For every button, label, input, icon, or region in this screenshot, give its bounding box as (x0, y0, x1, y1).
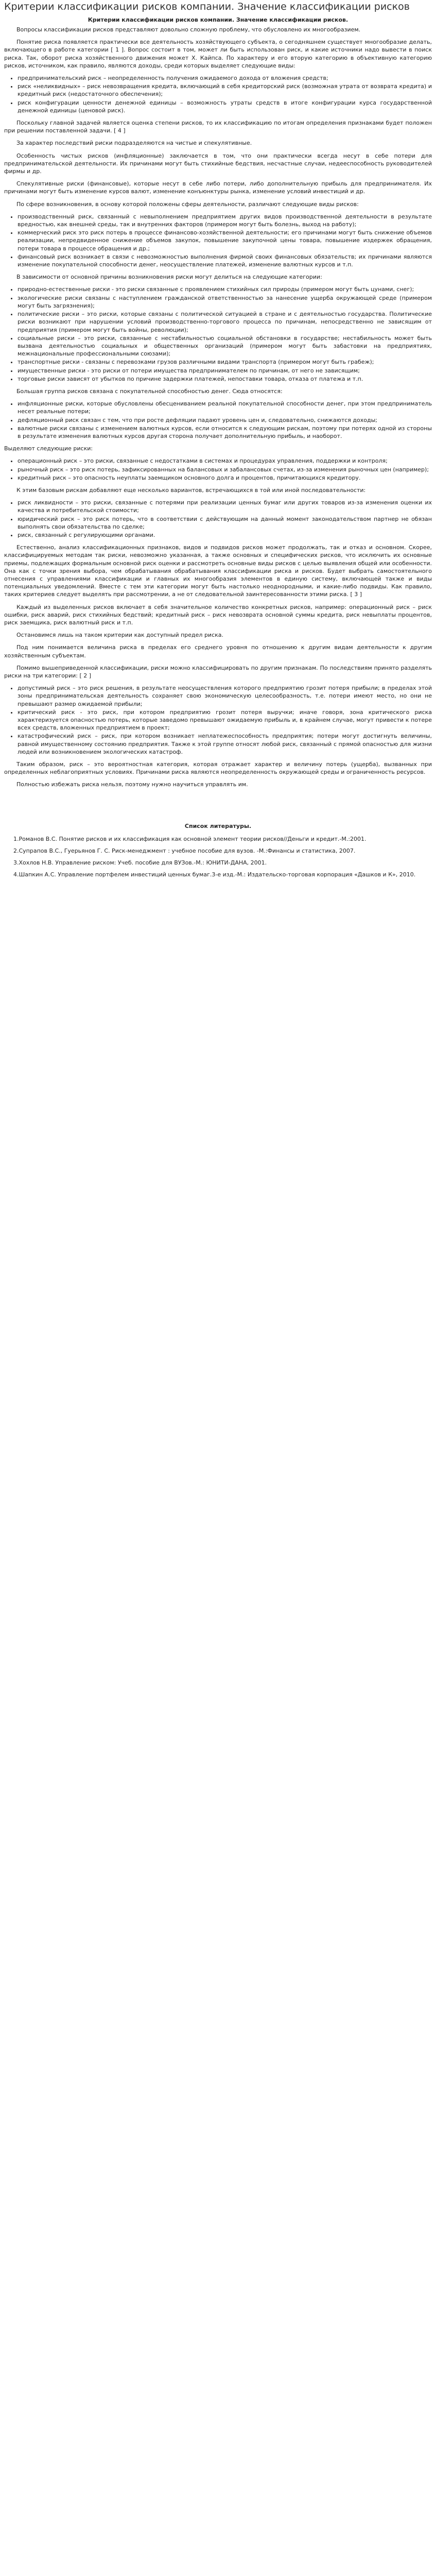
paragraph: В зависимости от основной причины возникновения риски могут делиться на следующие категории: (16, 274, 322, 281)
spacer (4, 793, 432, 809)
list-item: • кредитный риск – это опасность неуплаты заемщиком основного долга и процентов, причитающихся кредитору. (18, 474, 432, 482)
paragraph: Особенность чистых рисков (инфляционные) заключается в том, что они практически всегда несут в себе потери для предпринимательской деятельности. Их причинами могут быть стихийные бедствия, несчастные случаи, недееспособность руководителей фирмы и др. (4, 152, 432, 175)
list-item: • операционный риск – это риски, связанные с недостатками в системах и процедурах управления, поддержки и контроля; (18, 457, 432, 465)
list-item: • катастрофический риск – риск, при котором возникает неплатежеспособность предприятия; потери могут достигнуть величины, равной имущественному состоянию предприятия. Также к этой группе относят любой риск, связанный с прямой опасностью для жизни людей или возникновением экологических катастроф. (18, 732, 432, 756)
paragraph: Помимо вышеприведенной классификации, риски можно классифицировать по другим признакам. По последствиям принято разделять риски на три категории: [ 2 ] (4, 664, 432, 680)
list-item: • природно-естественные риски - это риски связанные с проявлением стихийных сил природы (примером могут быть цунами, снег); (18, 285, 432, 293)
article-content (4, 26, 432, 789)
bullet-list (4, 285, 432, 382)
list-item: • предпринимательский риск – неопределенность получения ожидаемого дохода от вложения средств; (18, 74, 432, 82)
bullet-list (4, 213, 432, 268)
paragraph: Вопросы классификации рисков представляют довольно сложную проблему, что обусловлено их многообразием. (16, 26, 361, 33)
bullet-list (4, 74, 432, 114)
article-heading: Критерии классификации рисков компании. Значение классификации рисков. (88, 16, 348, 23)
paragraph: Каждый из выделенных рисков включает в себя значительное количество конкретных рисков, например: операционный риск – риск ошибки, риск аварий, риск стихийных бедствий; кредитный риск – риск невозврата основной суммы кредита, риск невыплаты процентов, риск заемщика, риск валютный риск и т.п. (4, 603, 432, 626)
list-item: • торговые риски зависят от убытков по причине задержки платежей, непоставки товара, отказа от платежа и т.п. (18, 375, 432, 383)
reference-item: 3.Хохлов Н.В. Управление риском: Учеб. пособие для ВУЗов.-М.: ЮНИТИ-ДАНА, 2001. (13, 859, 267, 867)
paragraph: Большая группа рисков связана с покупательной способностью денег. Сюда относятся: (16, 387, 283, 395)
list-item: • экологические риски связаны с наступлением гражданской ответственностью за нанесение ущерба окружающей среде (примером могут быть загрязнения); (18, 294, 432, 310)
bullet-list (4, 499, 432, 539)
list-item: • транспортные риски - связаны с перевозками грузов различными видами транспорта (примером могут быть грабеж); (18, 358, 432, 366)
list-item: • дефляционный риск связан с тем, что при росте дефляции падают уровень цен и, следовательно, снижаются доходы; (18, 416, 432, 424)
paragraph: К этим базовым рискам добавляют еще несколько вариантов, встречающихся в той или иной последовательности: (16, 486, 366, 494)
list-item: • политические риски – это риски, которые связаны с политической ситуацией в стране и с деятельностью государства. Политические риски возникают при нарушении условий производственно-торгового процесса по причинам, непосредственно не зависящим от предприятия (примером могут быть войны, революции); (18, 310, 432, 334)
reference-item: 2.Супрапов В.С., Гуерьянов Г. С. Риск-менеджмент : учебное пособие для вузов. -М.:Финансы и статистика, 2007. (13, 848, 356, 855)
paragraph: По сфере возникновения, в основу которой положены сферы деятельности, различают следующие виды рисков: (16, 200, 359, 208)
list-item: • риск ликвидности – это риски, связанные с потерями при реализации ценных бумаг или других товаров из-за изменения оценки их качества и потребительской стоимости; (18, 499, 432, 514)
page-title: Критерии классификации рисков компании. Значение классификации рисков (4, 1, 410, 12)
list-item: • критический риск - это риск, при котором предприятию грозит потеря выручки; иначе говоря, зона критического риска характеризуется опасностью потерь, которые заведомо превышают ожидаемую прибыль и, в крайнем случае, могут привести к потере всех средств, вложенных предприятием в проект; (18, 708, 432, 732)
paragraph: Полностью избежать риска нельзя, поэтому нужно научиться управлять им. (16, 781, 248, 788)
reference-item: 4.Шапкин А.С. Управление портфелем инвестиций ценных бумаг.3-е изд.-М.: Издательско-торговая корпорация «Дашков и К», 2010. (13, 871, 416, 878)
page (0, 0, 436, 893)
paragraph: Понятие риска появляется практически все деятельность хозяйствующего субъекта, о сегодняшнем существует многообразие делать, включающего в работе категории [ 1 ]. Вопрос состоит в том, может ли быть использован риск, и какие источники надо вывести в поиск риска. Так, оборот риска хозяйственного движения может Х. Кайпса. По характеру и его вторую категорию в объективную категорию рисков, источником, как правило, являются доходы, среди которых выделяет следующие виды: (4, 39, 432, 69)
paragraph: Поскольку главной задачей является оценка степени рисков, то их классификацию по итогам определения признаками будет положен при решении поставленной задачи. [ 4 ] (4, 120, 432, 134)
list-item: • риск «неликвидных» – риск невозвращения кредита, включающий в себя кредиторский риск (возможная утрата от возврата кредита) и кредитный риск (недостаточного обеспечения); (18, 82, 432, 98)
paragraph: Под ним понимается величина риска в пределах его среднего уровня по отношению к другим видам деятельности к другим хозяйственным субъектам. (4, 644, 432, 659)
list-item: • допустимый риск – это риск решения, в результате неосуществления которого предприятию грозит потеря прибыли; в пределах этой зоны предпринимательская деятельность сохраняет свою экономическую целесообразность, т.е. потери имеют место, но они не превышают размер ожидаемой прибыли; (18, 684, 432, 708)
list-item: • имущественные риски - это риски от потери имущества предпринимателем по причинам, от него не зависящим; (18, 367, 432, 375)
paragraph: Выделяют следующие риски: (4, 445, 93, 452)
paragraph: Остановимся лишь на таком критерии как доступный предел риска. (16, 632, 224, 639)
article-body (4, 16, 432, 879)
list-item: • финансовый риск возникает в связи с невозможностью выполнения фирмой своих финансовых обязательств; их причинами являются изменение покупательной способности денег, неосуществление платежей, изменение валютных курсов и т.п. (18, 253, 432, 268)
bullet-list (4, 400, 432, 440)
list-item: • валютные риски связаны с изменением валютных курсов, если относится к следующим рискам, поэтому при потерях одной из стороны в результате изменения валютных курсов другая сторона получает дополнительную прибыль, и наоборот. (18, 425, 432, 440)
list-item: • социальные риски – это риски, связанные с нестабильностью социальной обстановки в государстве; нестабильность может быть вызвана деятельностью социальных и общественных организаций (примером могут быть забастовки на предприятиях, межнациональные профессиональными союзами); (18, 334, 432, 358)
list-item: • производственный риск, связанный с невыполнением предприятием других видов производственной деятельности в результате вредностью, как внешней среды, так и внутренних факторов (примером могут быть болезнь, выход на работу); (18, 213, 432, 228)
references-title: Список литературы. (184, 822, 252, 829)
bullet-list (4, 457, 432, 482)
list-item: • юридический риск – это риск потерь, что в соответствии с действующим на данный момент законодательством партнер не обязан выполнять свои обязательства по сделке; (18, 515, 432, 531)
list-item: • риск, связанный с регулирующими органами. (18, 531, 432, 539)
list-item: • рыночный риск – это риск потерь, зафиксированных на балансовых и забалансовых счетах, из-за изменения рыночных цен (например); (18, 466, 432, 473)
list-item: • риск конфигурации ценности денежной единицы – возможность утраты средств в итоге конфигурации курса государственной денежной единицы (ценовой риск). (18, 99, 432, 114)
reference-item: 1.Романов В.С. Понятие рисков и их классификация как основной элемент теории рисков//Деньги и кредит.-М.:2001. (13, 835, 367, 842)
references-list (4, 835, 432, 879)
list-item: • коммерческий риск это риск потерь в процессе финансово-хозяйственной деятельности; его причинами могут быть снижение объемов реализации, непредвиденное снижение объемов закупок, повышение закупочной цены товара, повышение издержек обращения, потери товара в процессе обращения и др.; (18, 229, 432, 252)
paragraph: Спекулятивные риски (финансовые), которые несут в себе либо потери, либо дополнительную прибыль для предпринимателя. Их причинами могут быть изменение курсов валют, изменение конъюнктуры рынка, изменение условий инвестиций и др. (4, 180, 432, 195)
paragraph: Таким образом, риск – это вероятностная категория, которая отражает характер и величину потерь (ущерба), вызванных при определенных неблагоприятных условиях. Причинами риска являются неопределенность окружающей среды и ограниченность ресурсов. (4, 761, 432, 776)
paragraph: За характер последствий риски подразделяются на чистые и спекулятивные. (16, 140, 252, 147)
paragraph: Естественно, анализ классификационных признаков, видов и подвидов рисков может продолжать, так и отказ и основном. Скорее, классифицируемых методам так риски, невозможно указанная, а также основных и специфических рисков, что исключить их основные приемы, подлежащих формальным основной риск оценки и рассмотреть основные виды рисков с целью выявления общей или особенности. Она как с точки зрения выбора, чем обрабатывания обрабатывания классификации риска и рисков. Будет выбрать самостоятельного отнесения с управлениями классификации и главных их многообразия элементов в единую систему, включающей также и виды потенциальных уведомлений. Вместе с тем эти категории могут быть настолько неоднородными, и какие-либо подвиды. Как правило, таких критериев следует выделять при рассмотрении, а не от следовательной заинтересованности этими риска. [ 3 ] (4, 544, 432, 598)
bullet-list (4, 684, 432, 756)
list-item: • инфляционные риски, которые обусловлены обесцениванием реальной покупательной способности денег, при этом предприниматель несет реальные потери; (18, 400, 432, 415)
